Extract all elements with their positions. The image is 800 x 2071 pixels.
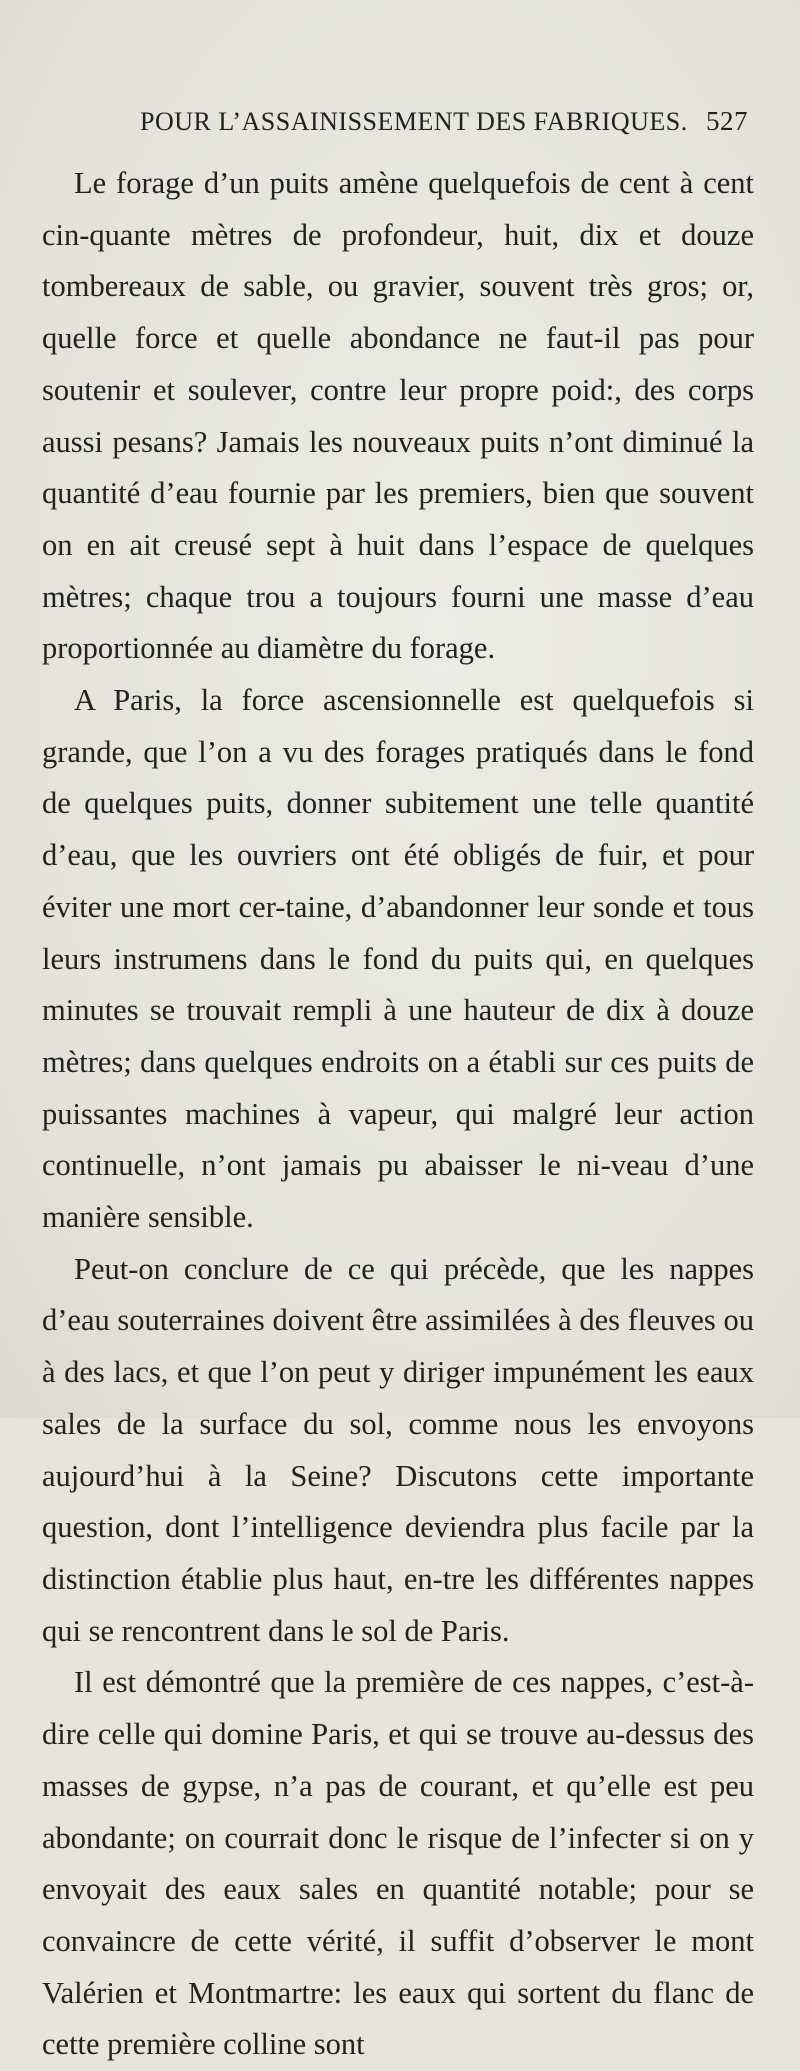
page-number: 527 <box>706 106 748 136</box>
paragraph-3: Peut-on conclure de ce qui précède, que les nappes d’eau souterraines doivent être assimilées à des fleuves ou à des lacs, et que l’on peut y diriger impunément les eaux sales de la surface du sol, comme nous les envoyons aujourd’hui à la Seine? Discutons cette importante question, dont l’intelligence deviendra plus facile par la distinction établie plus haut, en-tre les différentes nappes qui se rencontrent dans le sol de Paris. <box>42 1251 754 1648</box>
paragraph-1: Le forage d’un puits amène quelquefois de cent à cent cin-quante mètres de profondeur, huit, dix et douze tombereaux de sable, ou gravier, souvent très gros; or, quelle force et quelle abondance ne faut-il pas pour soutenir et soulever, contre leur propre poid:, des corps aussi pesans? Jamais les nouveaux puits n’ont diminué la quantité d’eau fournie par les premiers, bien que souvent on en ait creusé sept à huit dans l’espace de quelques mètres; chaque trou a toujours fourni une masse d’eau proportionnée au diamètre du forage. <box>42 166 754 666</box>
page-header <box>140 106 748 146</box>
paragraph-4: Il est démontré que la première de ces nappes, c’est-à-dire celle qui domine Paris, et qui se trouve au-dessus des masses de gypse, n’a pas de courant, et qu’elle est peu abondante; on courrait donc le risque de l’infecter si on y envoyait des eaux sales en quantité notable; pour se convaincre de cette vérité, il suffit d’observer le mont Valérien et Montmartre: les eaux qui sortent du flanc de cette première colline sont <box>42 1665 754 2062</box>
paragraph-2: A Paris, la force ascensionnelle est quelquefois si grande, que l’on a vu des forages pratiqués dans le fond de quelques puits, donner subitement une telle quantité d’eau, que les ouvriers ont été obligés de fuir, et pour éviter une mort cer-taine, d’abandonner leur sonde et tous leurs instrumens dans le fond du puits qui, en quelques minutes se trouvait rempli à une hauteur de dix à douze mètres; dans quelques endroits on a établi sur ces puits de puissantes machines à vapeur, qui malgré leur action continuelle, n’ont jamais pu abaisser le ni-veau d’une manière sensible. <box>42 683 754 1235</box>
running-title: POUR L’ASSAINISSEMENT DES FABRIQUES. <box>140 107 688 136</box>
body-text <box>42 158 754 2071</box>
